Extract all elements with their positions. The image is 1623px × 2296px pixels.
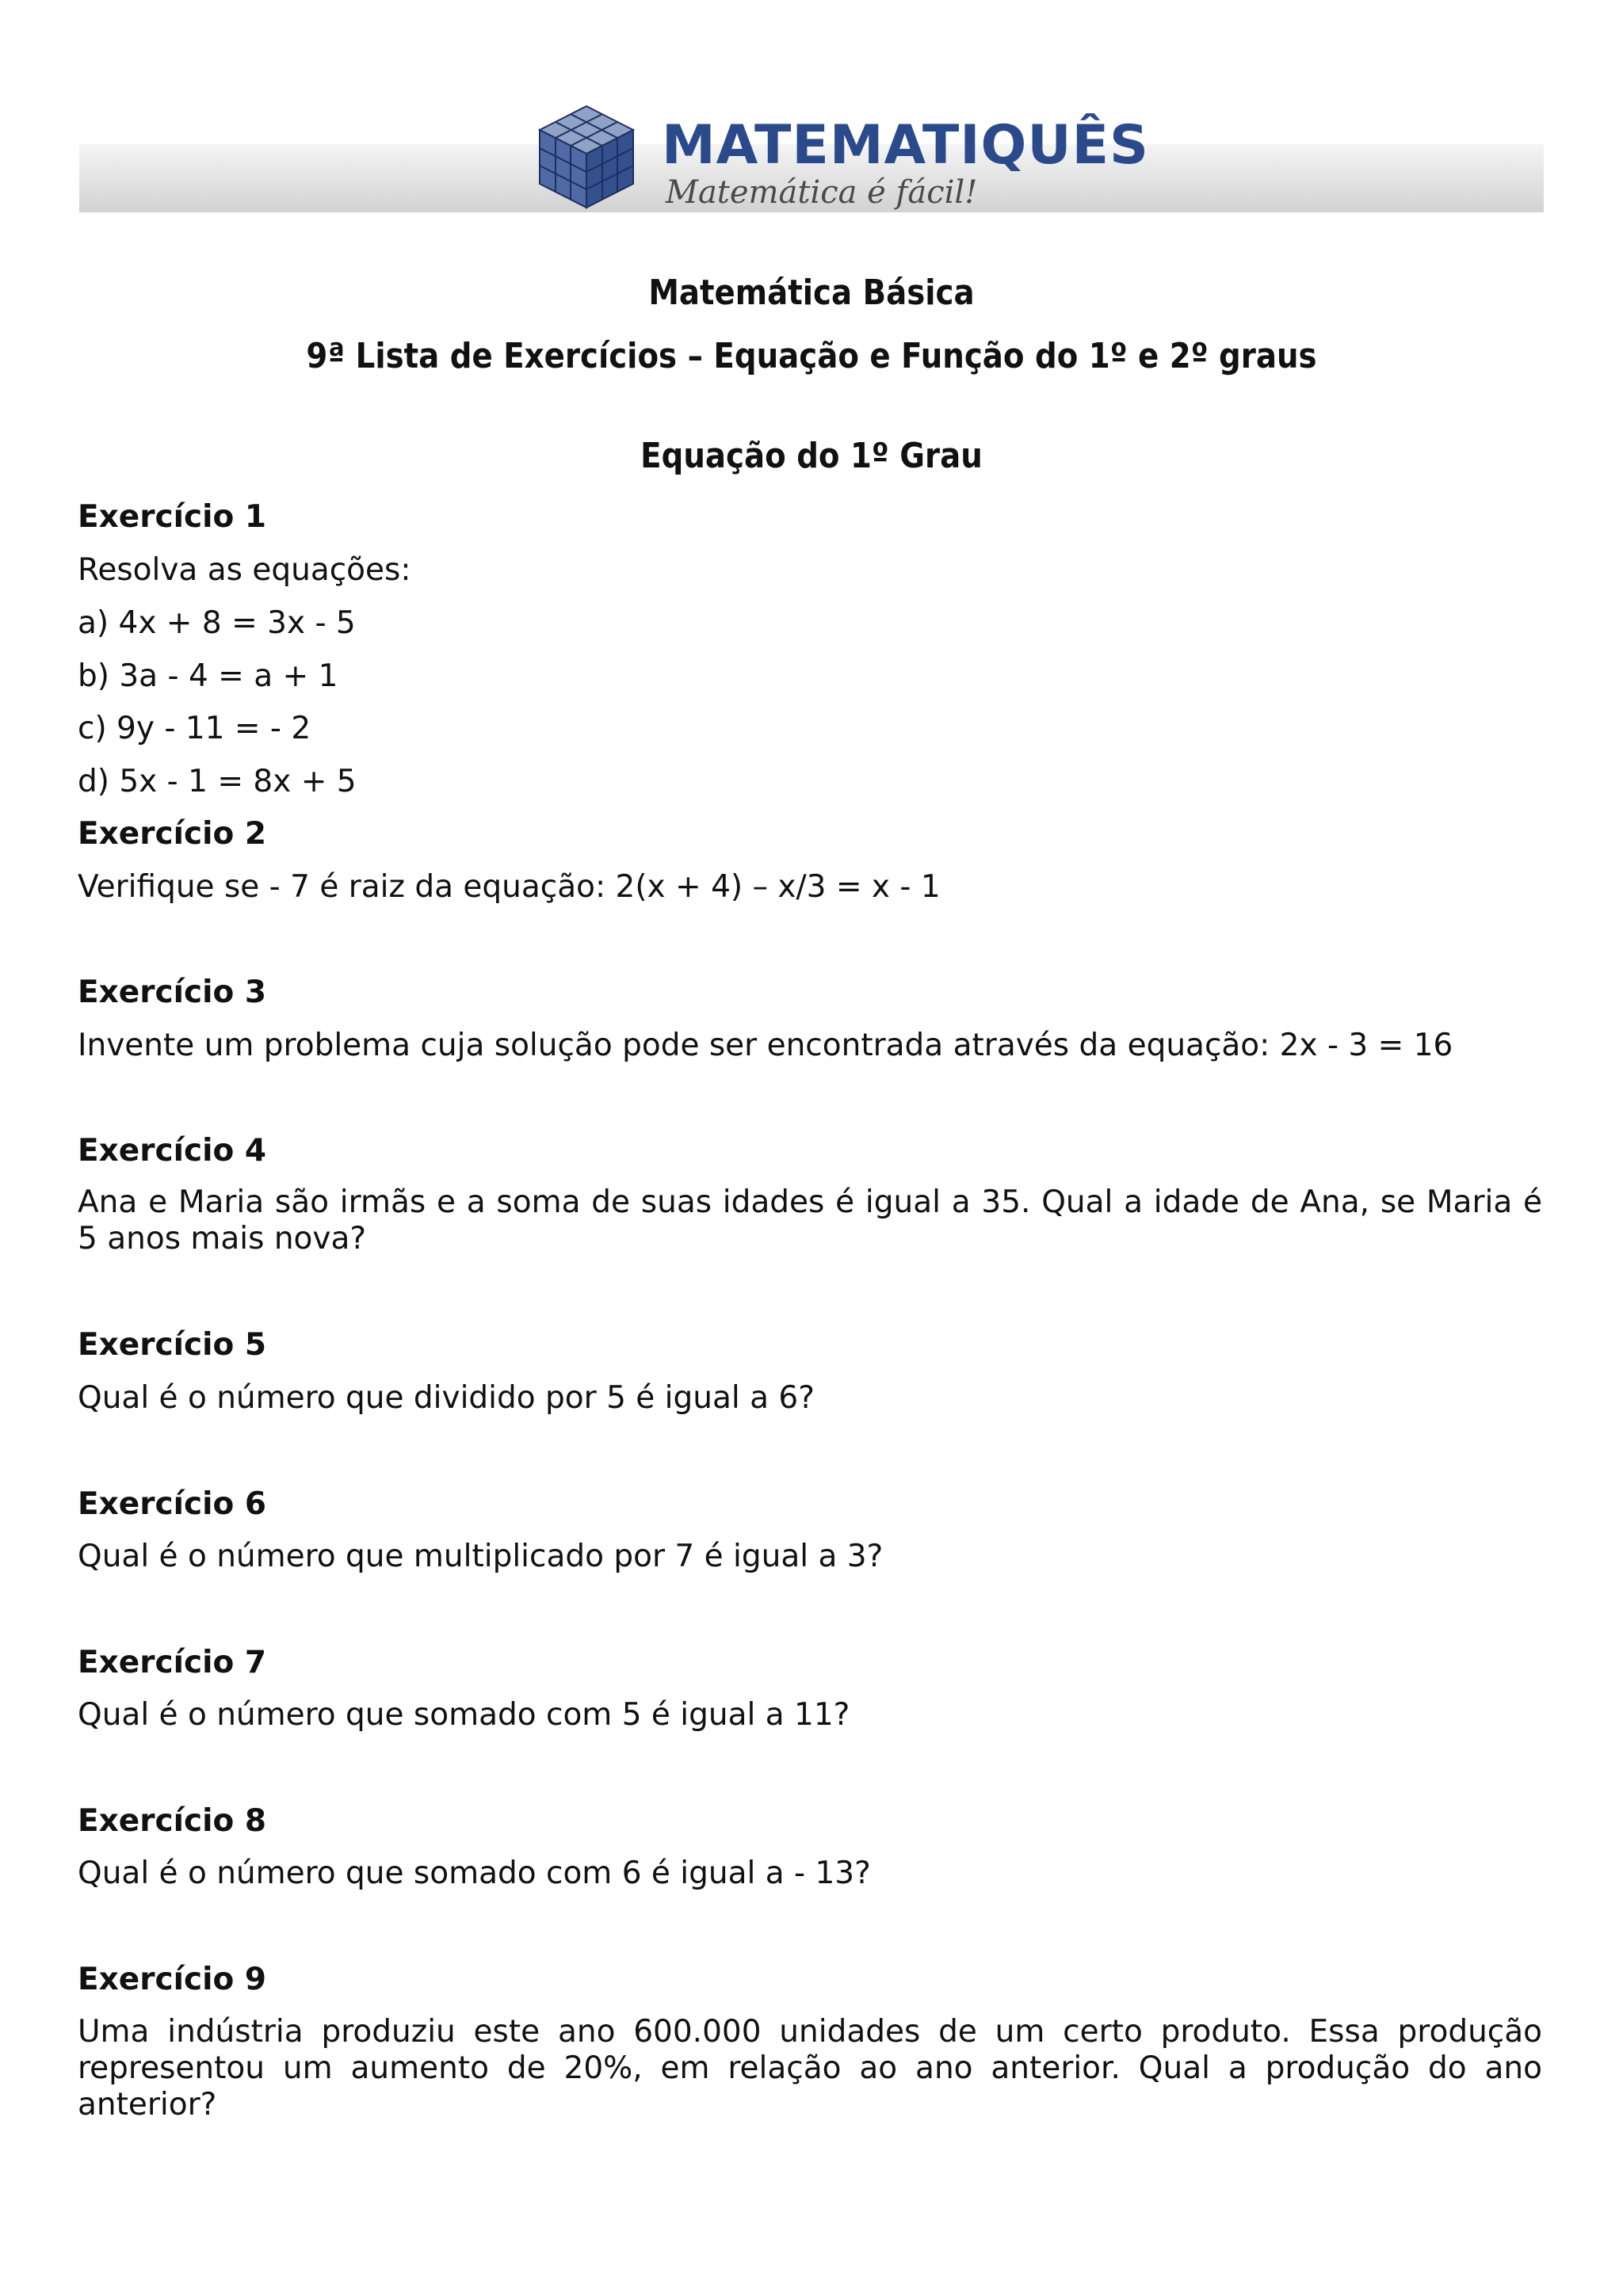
brand-slogan: Matemática é fácil!	[666, 174, 978, 211]
exercise-5-text: Qual é o número que dividido por 5 é igual a 6?	[78, 1380, 815, 1416]
exercise-7-text: Qual é o número que somado com 5 é igual a 11?	[78, 1697, 850, 1733]
brand-name: MATEMATIQUÊS	[662, 114, 1150, 177]
exercise-1-title: Exercício 1	[78, 499, 266, 535]
list-title: 9ª Lista de Exercícios – Equação e Função do 1º e 2º graus	[306, 336, 1317, 376]
course-title: Matemática Básica	[648, 273, 975, 313]
exercise-5-title: Exercício 5	[78, 1327, 266, 1363]
rubiks-cube-icon	[535, 101, 638, 212]
exercise-2-title: Exercício 2	[78, 816, 266, 852]
exercise-6-text: Qual é o número que multiplicado por 7 é igual a 3?	[78, 1539, 884, 1574]
exercise-7-title: Exercício 7	[78, 1645, 266, 1680]
exercise-8-title: Exercício 8	[78, 1803, 266, 1839]
exercise-1-item-a: a) 4x + 8 = 3x - 5	[78, 605, 356, 641]
exercise-4-text: Ana e Maria são irmãs e a soma de suas idades é igual a 35. Qual a idade de Ana, se Maria é 5 anos mais nova?	[78, 1184, 1542, 1257]
section-title: Equação do 1º Grau	[640, 436, 983, 476]
exercise-1-item-d: d) 5x - 1 = 8x + 5	[78, 764, 357, 799]
exercise-4-title: Exercício 4	[78, 1133, 266, 1169]
exercise-9-text: Uma indústria produziu este ano 600.000 unidades de um certo produto. Essa produção representou um aumento de 20%, em relação ao ano anterior. Qual a produção do ano anterior?	[78, 2014, 1542, 2122]
exercise-3-text: Invente um problema cuja solução pode ser encontrada através da equação: 2x - 3 = 16	[78, 1028, 1453, 1063]
exercise-3-title: Exercício 3	[78, 974, 266, 1010]
exercise-1-item-b: b) 3a - 4 = a + 1	[78, 658, 338, 694]
exercise-1-intro: Resolva as equações:	[78, 552, 411, 588]
exercise-9-title: Exercício 9	[78, 1962, 266, 1997]
exercise-2-text: Verifique se - 7 é raiz da equação: 2(x + 4) – x/3 = x - 1	[78, 869, 941, 905]
exercise-8-text: Qual é o número que somado com 6 é igual a - 13?	[78, 1855, 871, 1891]
exercise-1-item-c: c) 9y - 11 = - 2	[78, 711, 311, 746]
brand-logo	[535, 101, 1150, 212]
exercise-6-title: Exercício 6	[78, 1486, 266, 1522]
